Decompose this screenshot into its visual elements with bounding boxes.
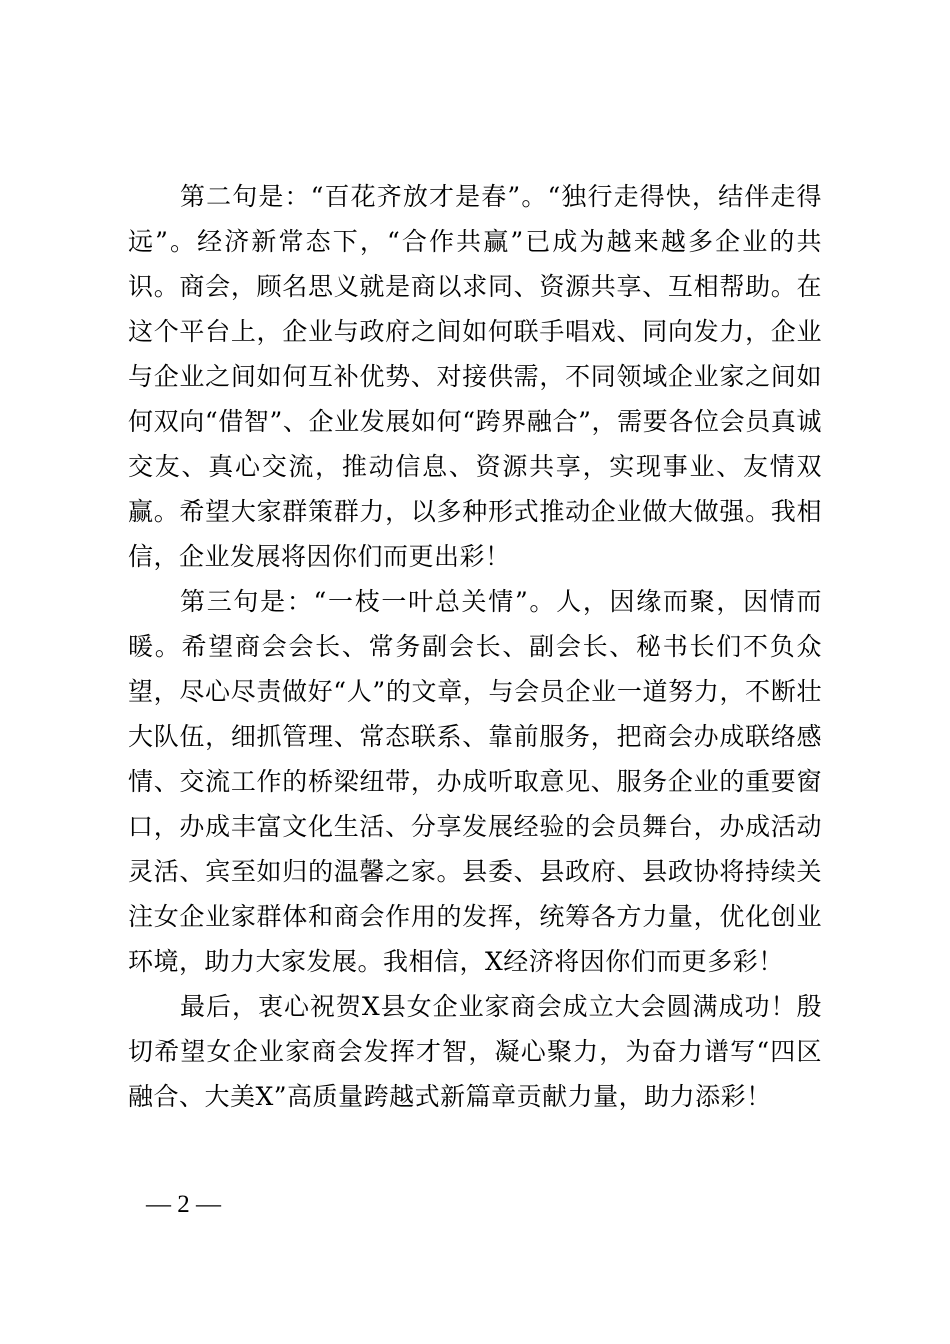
paragraph-third-sentence: 第三句是：“一枝一叶总关情”。人，因缘而聚，因情而暖。希望商会会长、常务副会长、副会长、秘书长们不负众望，尽心尽责做好“人”的文章，与会员企业一道努力，不断壮大队伍，细抓管理、常态联系、靠前服务，把商会办成联络感情、交流工作的桥梁纽带，办成听取意见、服务企业的重要窗口，办成丰富文化生活、分享发展经验的会员舞台，办成活动灵活、宾至如归的温馨之家。县委、县政府、县政协将持续关注女企业家群体和商会作用的发挥，统筹各方力量，优化创业环境，助力大家发展。我相信，X经济将因你们而更多彩！ bbox=[128, 587, 822, 976]
page-number: — 2 — bbox=[146, 1191, 221, 1218]
paragraph-closing: 最后，衷心祝贺X县女企业家商会成立大会圆满成功！殷切希望女企业家商会发挥才智，凝心聚力，为奋力谱写“四区融合、大美X”高质量跨越式新篇章贡献力量，助力添彩！ bbox=[128, 992, 822, 1111]
paragraph-second-sentence: 第二句是：“百花齐放才是春”。“独行走得快，结伴走得远”。经济新常态下，“合作共赢”已成为越来越多企业的共识。商会，顾名思义就是商以求同、资源共享、互相帮助。在这个平台上，企业与政府之间如何联手唱戏、同向发力，企业与企业之间如何互补优势、对接供需，不同领域企业家之间如何双向“借智”、企业发展如何“跨界融合”，需要各位会员真诚交友、真心交流，推动信息、资源共享，实现事业、友情双赢。希望大家群策群力，以多种形式推动企业做大做强。我相信，企业发展将因你们而更出彩！ bbox=[128, 182, 822, 571]
document-body bbox=[128, 174, 822, 1119]
